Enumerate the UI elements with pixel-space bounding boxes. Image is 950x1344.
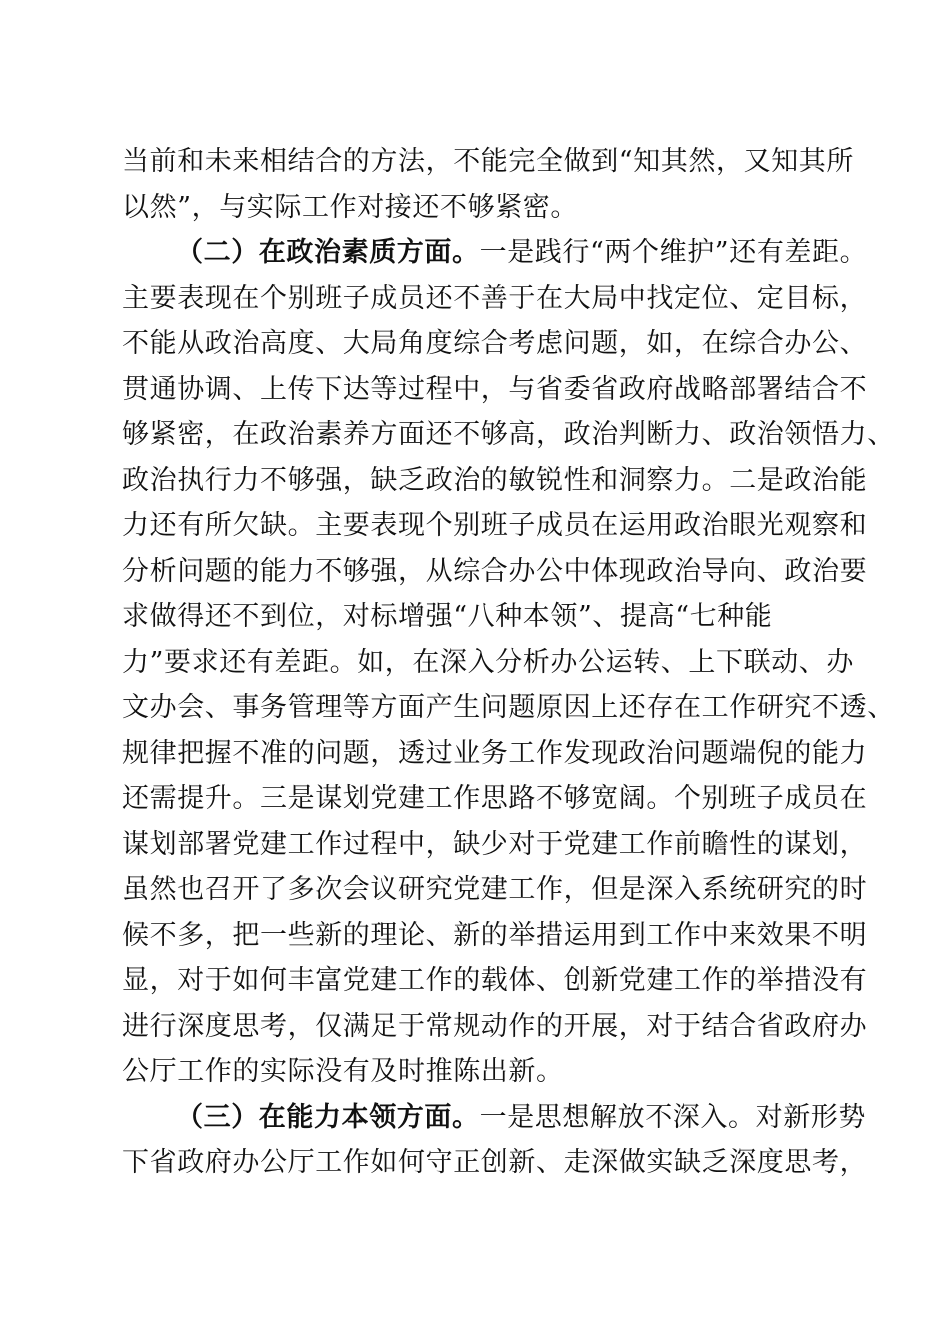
- body-line: 贯通协调、上传下达等过程中，与省委省政府战略部署结合不: [122, 374, 868, 405]
- body-line: 进行深度思考，仅满足于常规动作的开展，对于结合省政府办: [122, 1011, 868, 1042]
- body-line: 文办会、事务管理等方面产生问题原因上还存在工作研究不透、: [122, 692, 895, 723]
- body-line: 谋划部署党建工作过程中，缺少对于党建工作前瞻性的谋划，: [122, 829, 868, 860]
- section-heading: （三）在能力本领方面。: [176, 1102, 480, 1133]
- body-line: 显，对于如何丰富党建工作的载体、创新党建工作的举措没有: [122, 965, 868, 996]
- body-line: 候不多，把一些新的理论、新的举措运用到工作中来效果不明: [122, 920, 868, 951]
- body-line: 力”要求还有差距。如，在深入分析办公运转、上下联动、办: [122, 647, 855, 678]
- section-heading: （二）在政治素质方面。: [176, 237, 480, 268]
- body-line: 够紧密，在政治素养方面还不够高，政治判断力、政治领悟力、: [122, 419, 895, 450]
- body-line: 政治执行力不够强，缺乏政治的敏锐性和洞察力。二是政治能: [122, 465, 868, 496]
- body-line: 主要表现在个别班子成员还不善于在大局中找定位、定目标，: [122, 283, 868, 314]
- body-line: 以然”，与实际工作对接还不够紧密。: [122, 192, 579, 223]
- body-line: 分析问题的能力不够强，从综合办公中体现政治导向、政治要: [122, 556, 868, 587]
- body-line: 当前和未来相结合的方法，不能完全做到“知其然，又知其所: [122, 146, 855, 177]
- body-line: 不能从政治高度、大局角度综合考虑问题，如，在综合办公、: [122, 328, 868, 359]
- section-heading-line: [176, 233, 867, 273]
- body-line: 力还有所欠缺。主要表现个别班子成员在运用政治眼光观察和: [122, 510, 868, 541]
- body-line: 还需提升。三是谋划党建工作思路不够宽阔。个别班子成员在: [122, 783, 868, 814]
- body-line: 下省政府办公厅工作如何守正创新、走深做实缺乏深度思考，: [122, 1147, 868, 1178]
- section-heading-text: 一是思想解放不深入。对新形势: [479, 1102, 867, 1133]
- section-heading-text: 一是践行“两个维护”还有差距。: [479, 237, 868, 268]
- body-line: 求做得还不到位，对标增强“八种本领”、提高“七种能: [122, 601, 773, 632]
- body-line: 虽然也召开了多次会议研究党建工作，但是深入系统研究的时: [122, 874, 868, 905]
- body-line: 规律把握不准的问题，透过业务工作发现政治问题端倪的能力: [122, 738, 868, 769]
- body-line: 公厅工作的实际没有及时推陈出新。: [122, 1056, 564, 1087]
- section-heading-line: [176, 1098, 866, 1138]
